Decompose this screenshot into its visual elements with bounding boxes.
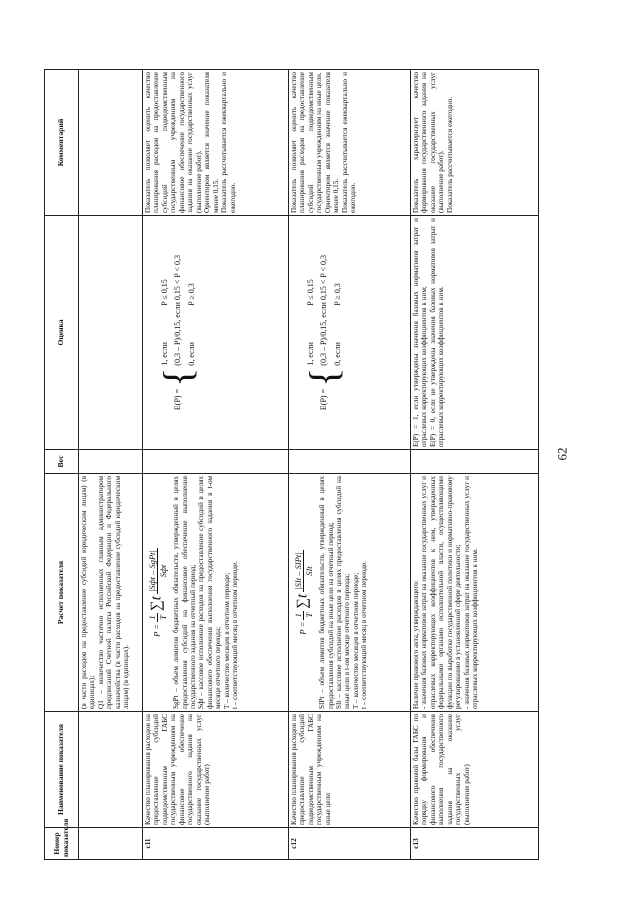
indicator-name: Качество правовой базы ГАБС по порядку формирования и финансового обеспечения выполнения государственного задания на оказание государственных услуг (выполнение работ)	[411, 712, 539, 828]
row-num: с11	[143, 828, 289, 860]
header-num: Номер показателя	[45, 828, 79, 860]
comment-cell: Показатель характеризует качество формирования государственного задания на оказание государственных услуг (выполнение работ). Показатель рассчитывается ежегодно.	[411, 70, 539, 216]
comment-cell: Показатель позволяет оценить качество планирования расходов на предоставление субсидий подведомственным государственным учреждениям на иные цели. Ориентиром является значение показателя менее 0,15. Показатель рассчитывается ежеквартально и ежегодно.	[289, 70, 411, 216]
table-row	[289, 70, 411, 860]
table-row	[143, 70, 289, 860]
header-name: Наименование показателя	[45, 712, 79, 828]
row-num: с12	[289, 828, 411, 860]
score-cell	[289, 216, 411, 450]
header-calc: Расчет показателя	[45, 474, 79, 712]
rotated-table-canvas	[44, 70, 604, 860]
table-header-row	[45, 70, 79, 860]
formula: P = 1 T ∑t |Sфt – SgPt| Sфt	[147, 550, 169, 637]
table-row	[411, 70, 539, 860]
score-cell: E(P) = 1, если утверждены значения базовых нормативов затрат и отраслевых корректирующих коэффициентов к ним; E(P) = 0, если не утверждены значения базовых нормативов затрат и отраслевых корректирующих коэффициентов к ним.	[411, 216, 539, 450]
calc-cell: P = 1 T ∑t |Sфt – SgPt| Sфt SgPt – объем лимитов бюджетных обязательств, утвержденный в целях предоставления субсидий на финансовое обеспечение выполнения государственного задания на отчетный период; Sфt – кассовое исполнение расходов на предоставление субсидий в целях финансового обеспечения выполнения государственного задания в t-ом месяце отчетного периода; T – количество месяцев в отчетном периоде; t – соответствующий месяц в отчетном периоде.	[143, 474, 289, 712]
indicator-name: Качество планирования расходов на предоставление субсидий подведомственным ГАБС государственным учреждениям на финансовое обеспечение государственного задания на оказание государственных услуг (выполнение работ)	[143, 712, 289, 828]
table-row	[79, 70, 143, 860]
indicator-name: Качество планирования расходов на предоставление субсидий подведомственным ГАБС государственным учреждениям на иные цели	[289, 712, 411, 828]
calc-cell: P = 1 T ∑t |SIt – SIPt| SIt SIPt – объем лимитов бюджетных обязательств, утвержденный в целях предоставления субсидий на иные цели на отчетный период; SIt – кассовое исполнение расходов в целях предоставления субсидий на иные цели в t-ом месяце отчетного периода; T – количество месяцев в отчетном периоде; t – соответствующий месяц в отчетном периоде.	[289, 474, 411, 712]
comment-cell: Показатель позволяет оценить качество планирования расходов на предоставление субсидий подведомственным государственным учреждениям на финансовое обеспечение государственного задания на оказание государственных услуг (выполнение работ). Ориентиром является значение показателя менее 0,15. Показатель рассчитывается ежеквартально и ежегодно.	[143, 70, 289, 216]
score-cell	[143, 216, 289, 450]
header-weight: Вес	[45, 450, 79, 474]
header-comment: Комментарий	[45, 70, 79, 216]
formula: P = 1 T ∑t |SIt – SIPt| SIt	[293, 552, 315, 635]
page-number: 62	[554, 447, 570, 461]
piecewise-formula: E(P) = { 1, если P ≤ 0,15 (0,3 – P)/0,15, если 0,15 < P < 0,3 0, если P ≥ 0,3	[155, 254, 200, 411]
calc-cell: (в части расходов на предоставление субсидий юридическим лицам) (в единицах); Q1 – количество частично исполненных главным администратором предписаний Счетной палаты Российской Федерации и Федерального казначейства (в части расходов на предоставление субсидий юридическим лицам) (в единицах).	[79, 474, 143, 712]
indicators-table	[44, 69, 539, 860]
piecewise-formula: E(P) = { 1, если P ≤ 0,15 (0,3 – P)/0,15, если 0,15 < P < 0,3 0, если P ≥ 0,3	[301, 254, 346, 411]
calc-cell: Наличие правового акта, утверждающего: - значения базовых нормативов затрат на оказание государственных услуг и отраслевых корректирующих коэффициентов к ним, утвержденных федеральными органами исполнительной власти, осуществляющими функции по выработке государственной политики и нормативно-правовому регулированию в установленной сфере деятельности; - значения базовых нормативов затрат на оказание государственных услуг и отраслевых корректирующих коэффициентов к ним.	[411, 474, 539, 712]
header-score: Оценка	[45, 216, 79, 450]
row-num: с13	[411, 828, 539, 860]
